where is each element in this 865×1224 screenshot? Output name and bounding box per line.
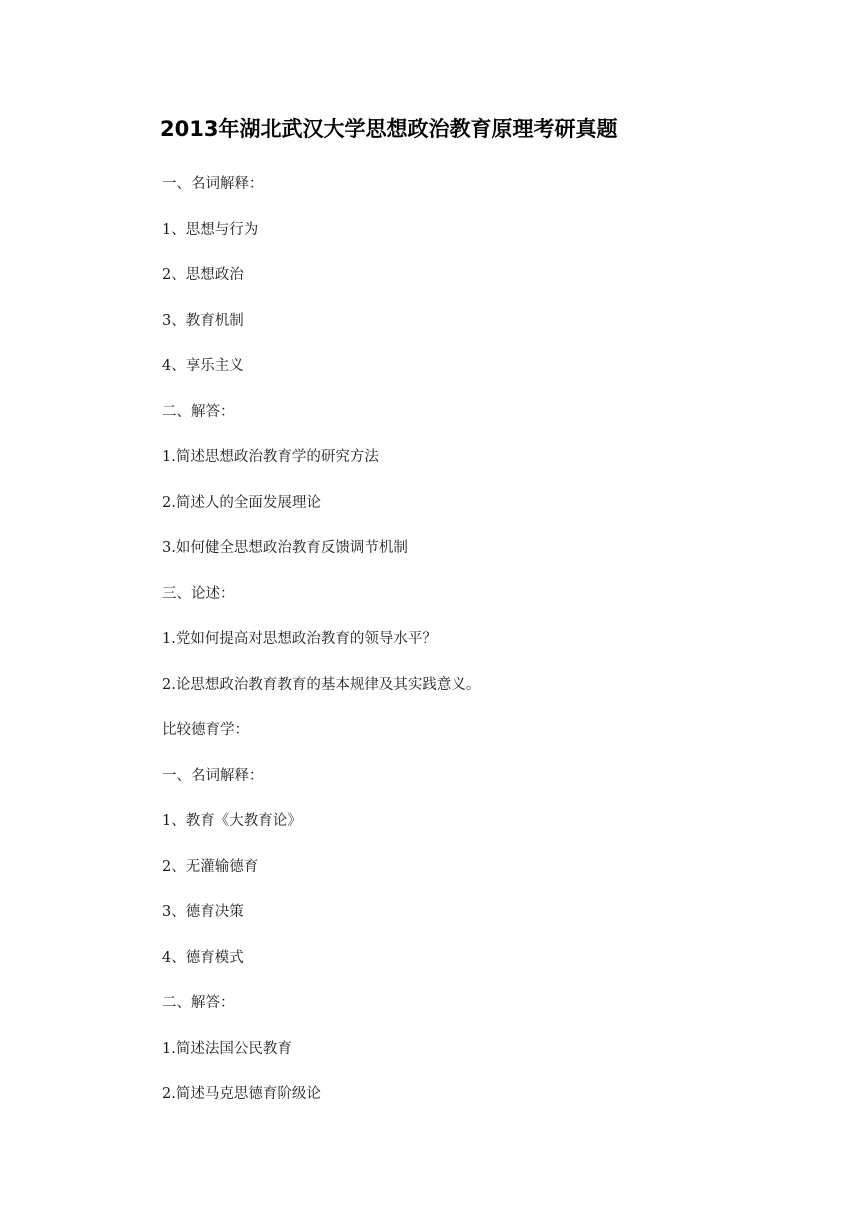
list-item: 3、德育决策: [162, 904, 244, 920]
subject-heading: 比较德育学：: [162, 722, 249, 738]
list-item: 4、享乐主义: [162, 358, 244, 374]
list-item: 3.如何健全思想政治教育反馈调节机制: [162, 540, 408, 556]
list-item: 4、德育模式: [162, 949, 244, 966]
section-heading: 二、解答：: [162, 995, 235, 1011]
page-title: 2013年湖北武汉大学思想政治教育原理考研真题: [160, 117, 618, 141]
list-item: 1.简述思想政治教育学的研究方法: [162, 449, 379, 465]
list-item: 2.简述人的全面发展理论: [162, 494, 321, 511]
list-item: 2、无灌输德育: [162, 858, 259, 875]
list-item: 2.简述马克思德育阶级论: [162, 1086, 321, 1102]
list-item: 1.党如何提高对思想政治教育的领导水平？: [162, 631, 437, 647]
list-item: 2.论思想政治教育教育的基本规律及其实践意义。: [162, 676, 481, 693]
section-heading: 一、名词解释：: [162, 176, 264, 192]
list-item: 1、思想与行为: [162, 221, 259, 238]
question-list: [162, 172, 480, 1128]
section-heading: 一、名词解释：: [162, 767, 264, 784]
list-item: 1、教育《大教育论》: [162, 813, 302, 829]
section-heading: 三、论述：: [162, 585, 235, 602]
section-heading: 二、解答：: [162, 403, 235, 420]
list-item: 2、思想政治: [162, 267, 244, 283]
list-item: 1.简述法国公民教育: [162, 1040, 292, 1057]
list-item: 3、教育机制: [162, 312, 244, 329]
